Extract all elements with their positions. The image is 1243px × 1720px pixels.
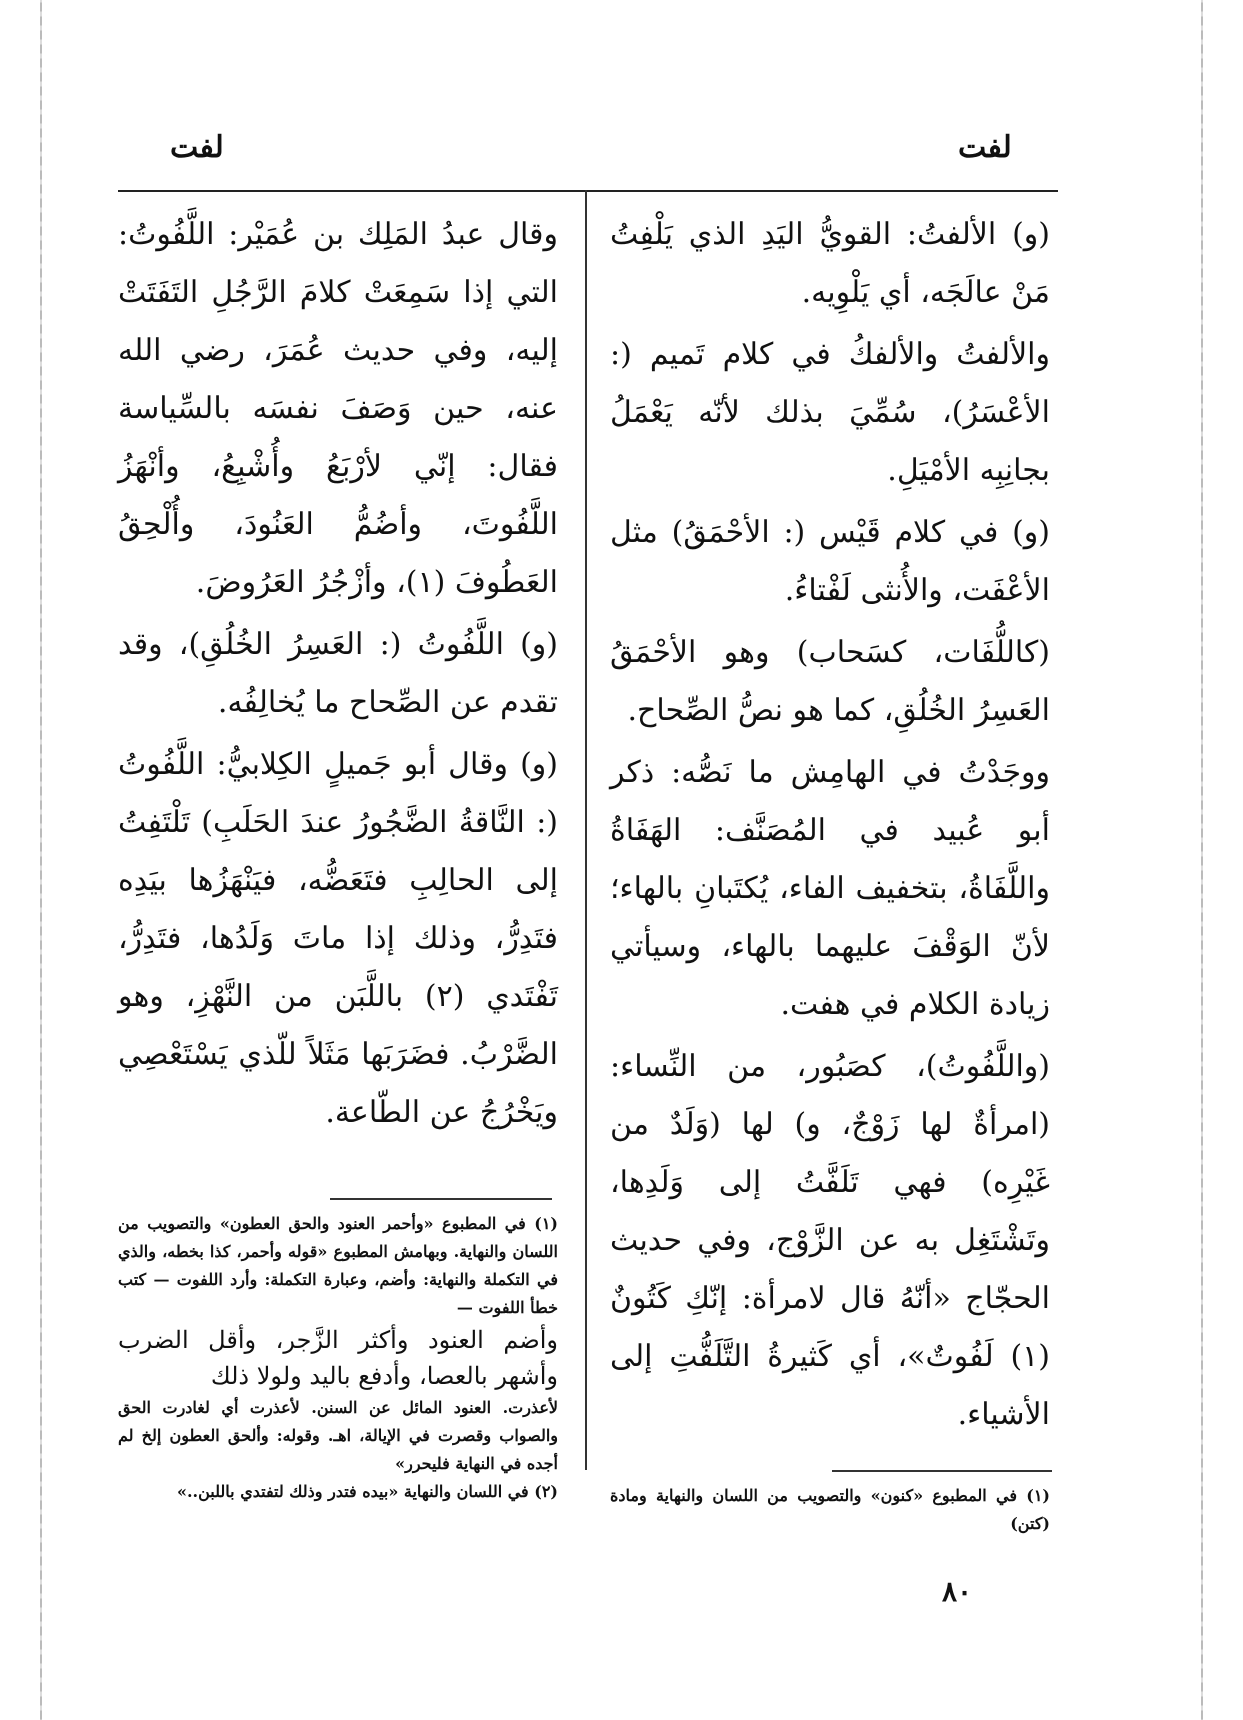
footnote-1: (١) في المطبوع «وأحمر العنود والحق العطون» والتصويب من اللسان والنهاية. وبهامش المطبوع «قوله وأحمر، كذا بخطه، والذي في التكملة والنهاية: وأضم، وعبارة التكملة: وأرد اللفوت — كتب خطأ اللفوت — (118, 1214, 558, 1317)
footnote-rule-left (330, 1198, 552, 1200)
footnote-1: (١) في المطبوع «كنون» والتصويب من اللسان والنهاية ومادة (كتن) (610, 1486, 1050, 1533)
footnote-rule-right (832, 1470, 1052, 1472)
page-number: ٨٠ (942, 1575, 973, 1608)
paragraph: (و) اللَّفُوتُ (: العَسِرُ الخُلُقِ)، وقد تقدم عن الصِّحاح ما يُخالِفُه. (118, 627, 558, 720)
scan-margin-dots-left (40, 0, 42, 1720)
footnote-2: (٢) في اللسان والنهاية «بيده فتدر وذلك لتفتدي باللبن..» (176, 1482, 558, 1501)
running-header-right: لفت (958, 130, 1012, 165)
footnote-1-tail: لأعذرت. العنود المائل عن السنن. لأعذرت أي لغادرت الحق والصواب وقصرت في الإيالة، اهـ. وقوله: وألحق العطون إلخ لم أجده في النهاية فليحرر» (118, 1398, 558, 1473)
footnote-1-large-text: وأضم العنود وأكثر الزَّجر، وأقل الضرب وأشهر بالعصا، وأدفع باليد ولولا ذلك (118, 1326, 558, 1390)
footnotes-left (118, 1210, 558, 1506)
paragraph: (و) وقال أبو جَميلٍ الكِلابيُّ: اللَّفُوتُ (: النَّاقةُ الضَّجُورُ عندَ الحَلَبِ) تَلْتَفِتُ إلى الحالِبِ فتَعَضُّه، فيَنْهَزُها بيَدِه فتَدِرُّ، وذلك إذا ماتَ وَلَدُها، فتَدِرُّ، تَفْتَدي (٢) باللَّبَن من النَّهْزِ، وهو الضَّرْبُ. فضَرَبَها مَثَلاً للّذي يَسْتَعْصِي ويَخْرُجُ عن الطّاعة. (118, 747, 559, 1130)
paragraph: (و) الألفتُ: القويُّ اليَدِ الذي يَلْفِتُ مَنْ عالَجَه، أي يَلْوِيه. (610, 217, 1050, 310)
running-header-left: لفت (170, 130, 224, 165)
paragraph: والألفتُ والألفكُ في كلام تَميم (: الأعْسَرُ)، سُمِّيَ بذلك لأنّه يَعْمَلُ بجانِبِه الأمْيَلِ. (610, 337, 1050, 488)
scan-margin-dots-right (1201, 0, 1203, 1720)
paragraph: (كاللُّفَات، كسَحاب) وهو الأحْمَقُ العَسِرُ الخُلُقِ، كما هو نصُّ الصِّحاح. (610, 635, 1050, 728)
left-column (118, 206, 558, 1146)
right-column (610, 206, 1050, 1448)
footnotes-right (610, 1482, 1050, 1538)
paragraph: (واللَّفُوتُ)، كصَبُور، من النِّساء: (امرأةٌ لها زَوْجٌ، و) لها (وَلَدٌ من غَيْرِه) فهي تَلَفَّتُ إلى وَلَدِها، وتَشْتَغِل به عن الزَّوْج، وفي حديث الحجّاج «أنّهُ قال لامرأة: إنّكِ كَتُونٌ (١) لَفُوتٌ»، أي كَثيرةُ التَّلَفُّتِ إلى الأشياء. (610, 1049, 1050, 1432)
paragraph: (و) في كلام قَيْس (: الأحْمَقُ) مثل الأعْفَت، والأُنثى لَفْتاءُ. (610, 515, 1050, 608)
paragraph: وقال عبدُ المَلِك بن عُمَيْر: اللَّفُوتُ: التي إذا سَمِعَتْ كلامَ الرَّجُلِ التَفَتَتْ إليه، وفي حديث عُمَرَ، رضي الله عنه، حين وَصَفَ نفسَه بالسِّياسة فقال: إنّي لأرْبَعُ وأُشْبِعُ، وأنْهَزُ اللَّفُوتَ، وأضُمُّ العَنُودَ، وأُلْحِقُ العَطُوفَ (١)، وأزْجُرُ العَرُوضَ. (118, 217, 558, 600)
header-rule (118, 190, 1058, 192)
column-divider (585, 190, 587, 1470)
paragraph: ووجَدْتُ في الهامِش ما نَصُّه: ذكر أبو عُبيد في المُصَنَّف: الهَفَاةُ واللَّفَاةُ، بتخفيف الفاء، يُكتَبانِ بالهاء؛ لأنّ الوَقْفَ عليهما بالهاء، وسيأتي زيادة الكلام في هفت. (610, 755, 1050, 1022)
